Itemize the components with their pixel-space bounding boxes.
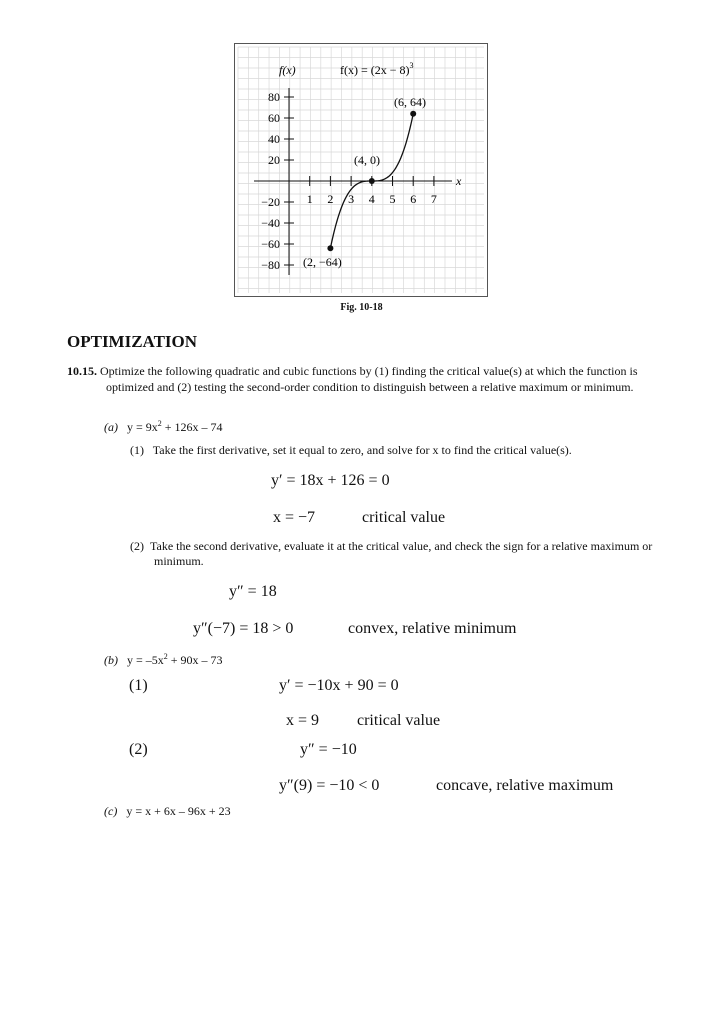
chart-axes <box>254 88 452 275</box>
x-tick-label: 7 <box>430 192 437 206</box>
y-axis-label: f(x) <box>279 63 296 77</box>
chart-point <box>327 245 333 251</box>
y-tick-label: −80 <box>261 258 280 272</box>
part-a-eq3: y″ = 18 <box>229 583 277 600</box>
figure-caption: Fig. 10-18 <box>340 302 383 313</box>
part-c-function: y = x + 6x – 96x + 23 <box>126 804 231 818</box>
cubic-function-chart <box>234 43 488 297</box>
part-a-eq1: y′ = 18x + 126 = 0 <box>271 472 390 489</box>
part-b-heading <box>104 653 223 668</box>
part-a-eq2-note: critical value <box>362 509 446 526</box>
part-a-heading <box>104 420 223 435</box>
part-c-label: (c) <box>104 804 118 818</box>
y-tick-label: −40 <box>261 216 280 230</box>
part-b-eq2: x = 9 <box>286 712 320 729</box>
label-point-max: (6, 64) <box>394 95 426 109</box>
problem-statement <box>67 363 667 395</box>
part-b-step1-num: (1) <box>129 677 148 694</box>
part-b-eq3: y″ = −10 <box>300 741 357 758</box>
part-a-step2-text: Take the second derivative, evaluate it at the critical value, and check the sign for a relative maximum or minimum. <box>150 539 653 568</box>
part-b-label: (b) <box>104 653 118 667</box>
y-tick-label: 40 <box>268 132 280 146</box>
y-tick-label: −60 <box>261 237 280 251</box>
part-a-function-rest: + 126x – 74 <box>161 420 223 434</box>
part-a-eq4-note: convex, relative minimum <box>348 620 517 637</box>
part-a-function: y = 9x <box>127 420 158 434</box>
part-a-step1-num: (1) <box>130 443 144 457</box>
part-a-eq4: y″(−7) = 18 > 0 <box>193 620 294 637</box>
part-a-function-exp: 2 <box>157 419 162 428</box>
x-tick-label: 1 <box>306 192 313 206</box>
part-a-eq2: x = −7 <box>273 509 316 526</box>
part-b-function: y = –5x <box>127 653 164 667</box>
y-tick-label: −20 <box>261 195 280 209</box>
part-b-function-rest: + 90x – 73 <box>167 653 223 667</box>
problem-text: Optimize the following quadratic and cubic functions by (1) finding the critical value(s) at which the function is optimized and (2) testing the second-order condition to distinguish between a relative maximum or minimum. <box>100 364 638 394</box>
chart-title-exp: 3 <box>409 61 414 70</box>
label-point-mid: (4, 0) <box>354 153 380 167</box>
x-tick-label: 3 <box>348 192 355 206</box>
part-c-heading <box>104 804 231 819</box>
label-point-min: (2, −64) <box>303 255 342 269</box>
x-tick-label: 5 <box>389 192 396 206</box>
x-axis-label: x <box>456 174 462 188</box>
part-a-step2 <box>130 539 660 569</box>
x-tick-label: 4 <box>368 192 375 206</box>
section-title: OPTIMIZATION <box>67 332 198 351</box>
part-a-step1-text: Take the first derivative, set it equal to zero, and solve for x to find the critical value(s). <box>152 443 572 457</box>
chart-point <box>410 111 416 117</box>
part-a-step1 <box>130 443 660 458</box>
part-b-eq4: y″(9) = −10 < 0 <box>279 777 380 794</box>
part-a-step2-num: (2) <box>130 539 144 553</box>
problem-number: 10.15. <box>67 364 97 378</box>
chart-title-text: f(x) = (2x − 8) <box>340 63 410 77</box>
part-b-eq4-note: concave, relative maximum <box>436 777 614 794</box>
chart-point <box>369 178 375 184</box>
part-b-function-exp: 2 <box>163 652 168 661</box>
x-tick-label: 2 <box>327 192 334 206</box>
x-tick-label: 6 <box>410 192 417 206</box>
part-a-label: (a) <box>104 420 118 434</box>
y-tick-label: 80 <box>268 90 280 104</box>
part-b-step2-num: (2) <box>129 741 148 758</box>
y-tick-label: 60 <box>268 111 280 125</box>
y-tick-label: 20 <box>268 153 280 167</box>
part-b-eq2-note: critical value <box>357 712 441 729</box>
chart-title <box>340 61 414 77</box>
chart-grid <box>238 47 484 293</box>
part-b-eq1: y′ = −10x + 90 = 0 <box>279 677 399 694</box>
